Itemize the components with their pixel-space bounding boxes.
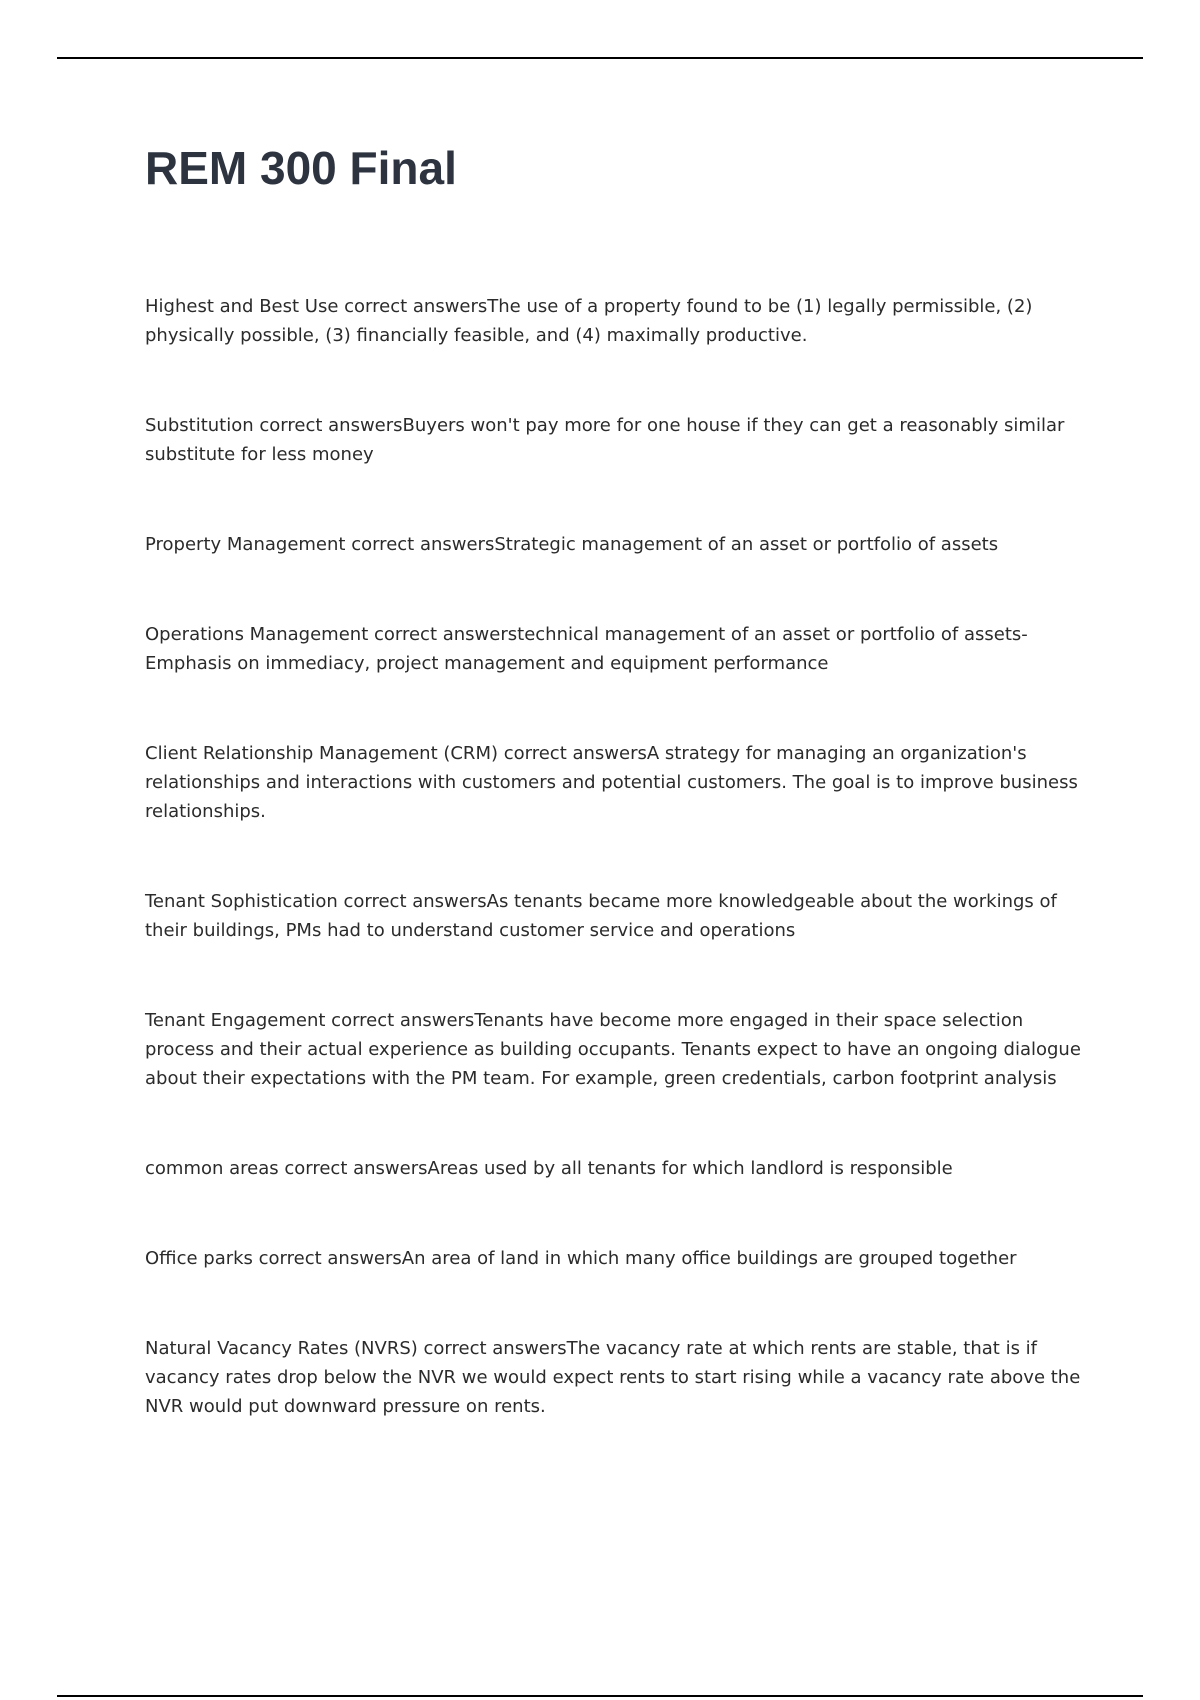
entry-definition: Buyers won't pay more for one house if they can get a reasonably similar substitute for less money <box>145 415 1065 465</box>
entry-term: Tenant Sophistication <box>145 891 338 912</box>
top-rule <box>57 57 1143 59</box>
flashcard-entry <box>145 1154 1095 1183</box>
entry-term: Tenant Engagement <box>145 1010 326 1031</box>
entry-definition: technical management of an asset or portfolio of assets- Emphasis on immediacy, project management and equipment performance <box>145 624 1028 674</box>
entry-answer-marker: correct answers <box>253 415 403 436</box>
entry-answer-marker: correct answers <box>368 624 518 645</box>
entry-definition: A strategy for managing an organization's relationships and interactions with customers and potential customers. The goal is to improve business relationships. <box>145 743 1078 822</box>
bottom-rule <box>57 1695 1143 1697</box>
flashcard-entry <box>145 739 1095 826</box>
entry-answer-marker: correct answers <box>338 296 488 317</box>
entry-term: common areas <box>145 1158 279 1179</box>
entry-term: Substitution <box>145 415 254 436</box>
entry-definition: Tenants have become more engaged in their space selection process and their actual experience as building occupants. Tenants expect to have an ongoing dialogue about their expectations with the PM team. For example, green credentials, carbon footprint analysis <box>145 1010 1081 1089</box>
entry-term: Natural Vacancy Rates (NVRS) <box>145 1338 418 1359</box>
entry-answer-marker: correct answers <box>345 534 495 555</box>
entry-definition: Strategic management of an asset or portfolio of assets <box>494 534 999 555</box>
flashcard-entry <box>145 1244 1095 1273</box>
entry-answer-marker: correct answers <box>498 743 647 764</box>
flashcard-list <box>145 292 1095 1482</box>
page-title: REM 300 Final <box>145 142 457 194</box>
flashcard-entry <box>145 1334 1095 1421</box>
entry-answer-marker: correct answers <box>417 1338 567 1359</box>
entry-definition: The use of a property found to be (1) legally permissible, (2) physically possible, (3) financially feasible, and (4) maximally productive. <box>145 296 1033 346</box>
entry-term: Highest and Best Use <box>145 296 339 317</box>
entry-answer-marker: correct answers <box>337 891 487 912</box>
entry-term: Client Relationship Management (CRM) <box>145 743 498 764</box>
entry-term: Property Management <box>145 534 346 555</box>
entry-definition: As tenants became more knowledgeable about the workings of their buildings, PMs had to understand customer service and operations <box>145 891 1057 941</box>
entry-definition: Areas used by all tenants for which landlord is responsible <box>427 1158 953 1179</box>
flashcard-entry <box>145 1006 1095 1093</box>
entry-answer-marker: correct answers <box>325 1010 475 1031</box>
entry-answer-marker: correct answers <box>252 1248 402 1269</box>
entry-term: Operations Management <box>145 624 369 645</box>
flashcard-entry <box>145 620 1095 678</box>
flashcard-entry <box>145 887 1095 945</box>
flashcard-entry <box>145 530 1095 559</box>
entry-term: Office parks <box>145 1248 253 1269</box>
entry-answer-marker: correct answers <box>278 1158 428 1179</box>
flashcard-entry <box>145 292 1095 350</box>
entry-definition: An area of land in which many office buildings are grouped together <box>401 1248 1017 1269</box>
flashcard-entry <box>145 411 1095 469</box>
entry-definition: The vacancy rate at which rents are stable, that is if vacancy rates drop below the NVR we would expect rents to start rising while a vacancy rate above the NVR would put downward pressure on rents. <box>145 1338 1081 1417</box>
